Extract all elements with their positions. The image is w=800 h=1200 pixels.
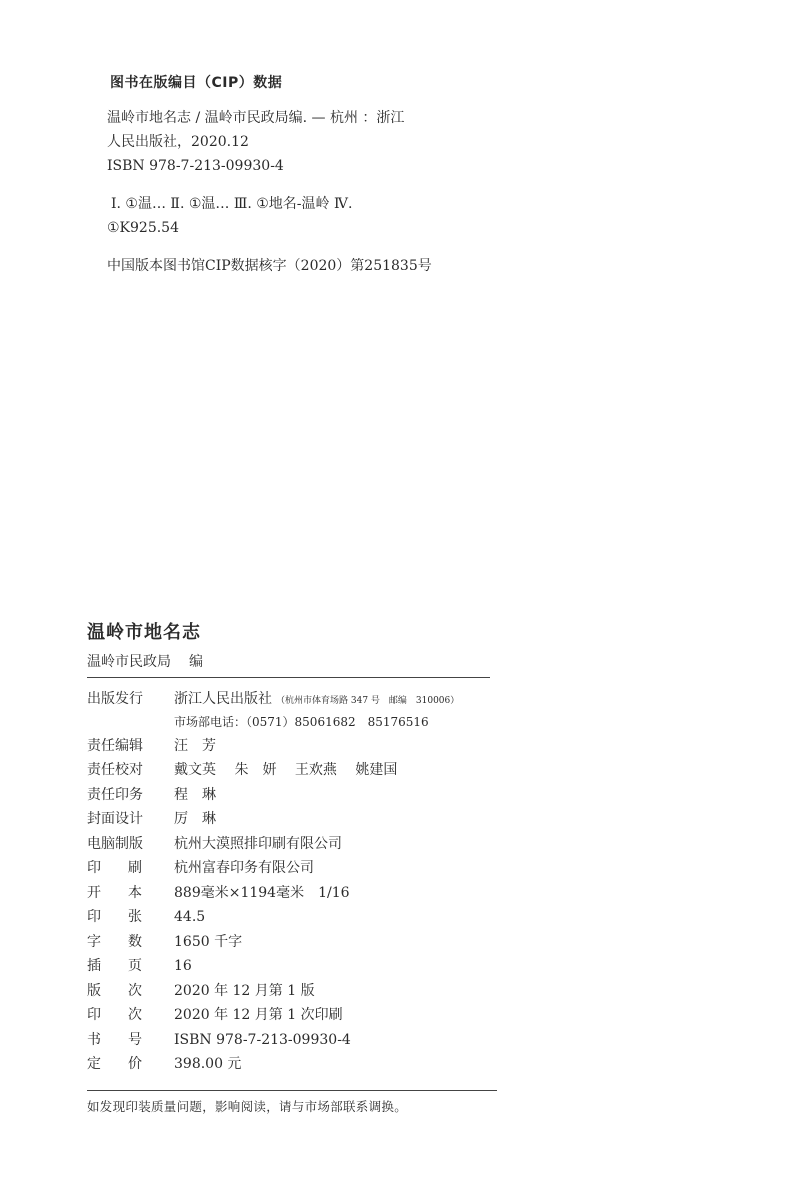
row-label [87,1029,145,1049]
phone-row [87,713,497,735]
footnote: 如发现印装质量问题，影响阅读，请与市场部联系调换。 [87,1098,408,1114]
label-char: 书 [87,1031,101,1048]
colophon-rows [87,688,497,1078]
row-label [87,1004,145,1024]
info-row [87,735,497,760]
publisher-address: （杭州市体育场路 347 号 邮编 310006） [276,696,460,706]
editor-role: 编 [189,654,203,670]
row-value: 杭州大漠照排印刷有限公司 [174,835,342,852]
row-label: 责任编辑 [87,737,143,754]
info-row [87,882,497,907]
info-row [87,784,497,809]
row-value: 厉 琳 [174,811,216,827]
book-editor [87,652,497,672]
label-char: 次 [128,982,142,999]
row-label [87,980,145,1000]
label-char: 定 [87,1056,101,1072]
row-value: 戴文英 朱 妍 王欢燕 姚建国 [174,762,398,778]
info-row [87,759,497,784]
row-label: 出版发行 [87,691,143,707]
label-char: 版 [87,982,101,999]
label-char: 页 [128,958,142,974]
info-row [87,906,497,931]
bottom-divider [87,1090,497,1091]
info-row [87,1029,497,1054]
row-value: 汪 芳 [174,737,216,754]
label-char: 数 [128,933,142,950]
cip-line-record-number: 中国版本图书馆CIP数据核字（2020）第251835号 [107,258,432,274]
row-label [87,906,145,926]
label-char: 插 [87,958,101,974]
cip-data-block [107,72,467,278]
row-label: 责任校对 [87,762,143,778]
publisher-row [87,688,497,713]
row-value: 程 琳 [174,786,216,803]
row-label [87,882,145,902]
row-value: 2020 年 12 月第 1 版 [174,982,315,999]
row-value: 2020 年 12 月第 1 次印刷 [174,1007,343,1023]
row-value: 889毫米×1194毫米 1/16 [174,884,350,901]
top-divider [87,677,490,678]
info-row [87,980,497,1005]
info-row [87,833,497,858]
label-char: 号 [128,1031,142,1048]
phone-value: 市场部电话：（0571）85061682 85176516 [174,714,429,729]
book-title: 温岭市地名志 [87,622,201,643]
info-row [87,955,497,980]
row-value: 杭州富春印务有限公司 [174,860,314,876]
row-value [174,688,459,708]
publisher-name: 浙江人民出版社 [174,691,272,707]
row-value: 1650 千字 [174,933,243,950]
row-label: 电脑制版 [87,835,143,852]
cip-line-publisher: 人民出版社，2020.12 [107,134,249,150]
row-label [87,931,145,951]
row-value: 44.5 [174,909,206,925]
cip-line-class-code: ①K925.54 [107,220,179,236]
row-value: 16 [174,958,192,974]
label-char: 刷 [128,860,142,876]
label-char: 价 [128,1056,142,1072]
colophon-block [87,620,497,1115]
cip-heading: 图书在版编目（CIP）数据 [110,75,283,91]
label-char: 印 [87,860,101,876]
info-row [87,931,497,956]
label-char: 印 [87,1007,101,1023]
row-label [87,1053,145,1073]
info-row [87,808,497,833]
row-value: 398.00 元 [174,1056,242,1072]
info-row [87,1053,497,1078]
row-label [87,955,145,975]
label-char: 字 [87,933,101,950]
row-label [87,857,145,877]
cip-line-isbn: ISBN 978-7-213-09930-4 [107,158,284,174]
cip-line-classification: Ⅰ. ①温… Ⅱ. ①温… Ⅲ. ①地名-温岭 Ⅳ. [111,196,353,212]
cip-line-title: 温岭市地名志 / 温岭市民政局编. — 杭州 ：浙江 [107,110,405,126]
label-char: 开 [87,884,101,901]
info-row [87,857,497,882]
row-label: 封面设计 [87,811,143,827]
info-row [87,1004,497,1029]
editor-name: 温岭市民政局 [87,654,171,670]
label-char: 张 [128,909,142,925]
label-char: 次 [128,1007,142,1023]
row-value: ISBN 978-7-213-09930-4 [174,1031,351,1048]
label-char: 印 [87,909,101,925]
row-label: 责任印务 [87,786,143,803]
label-char: 本 [128,884,142,901]
